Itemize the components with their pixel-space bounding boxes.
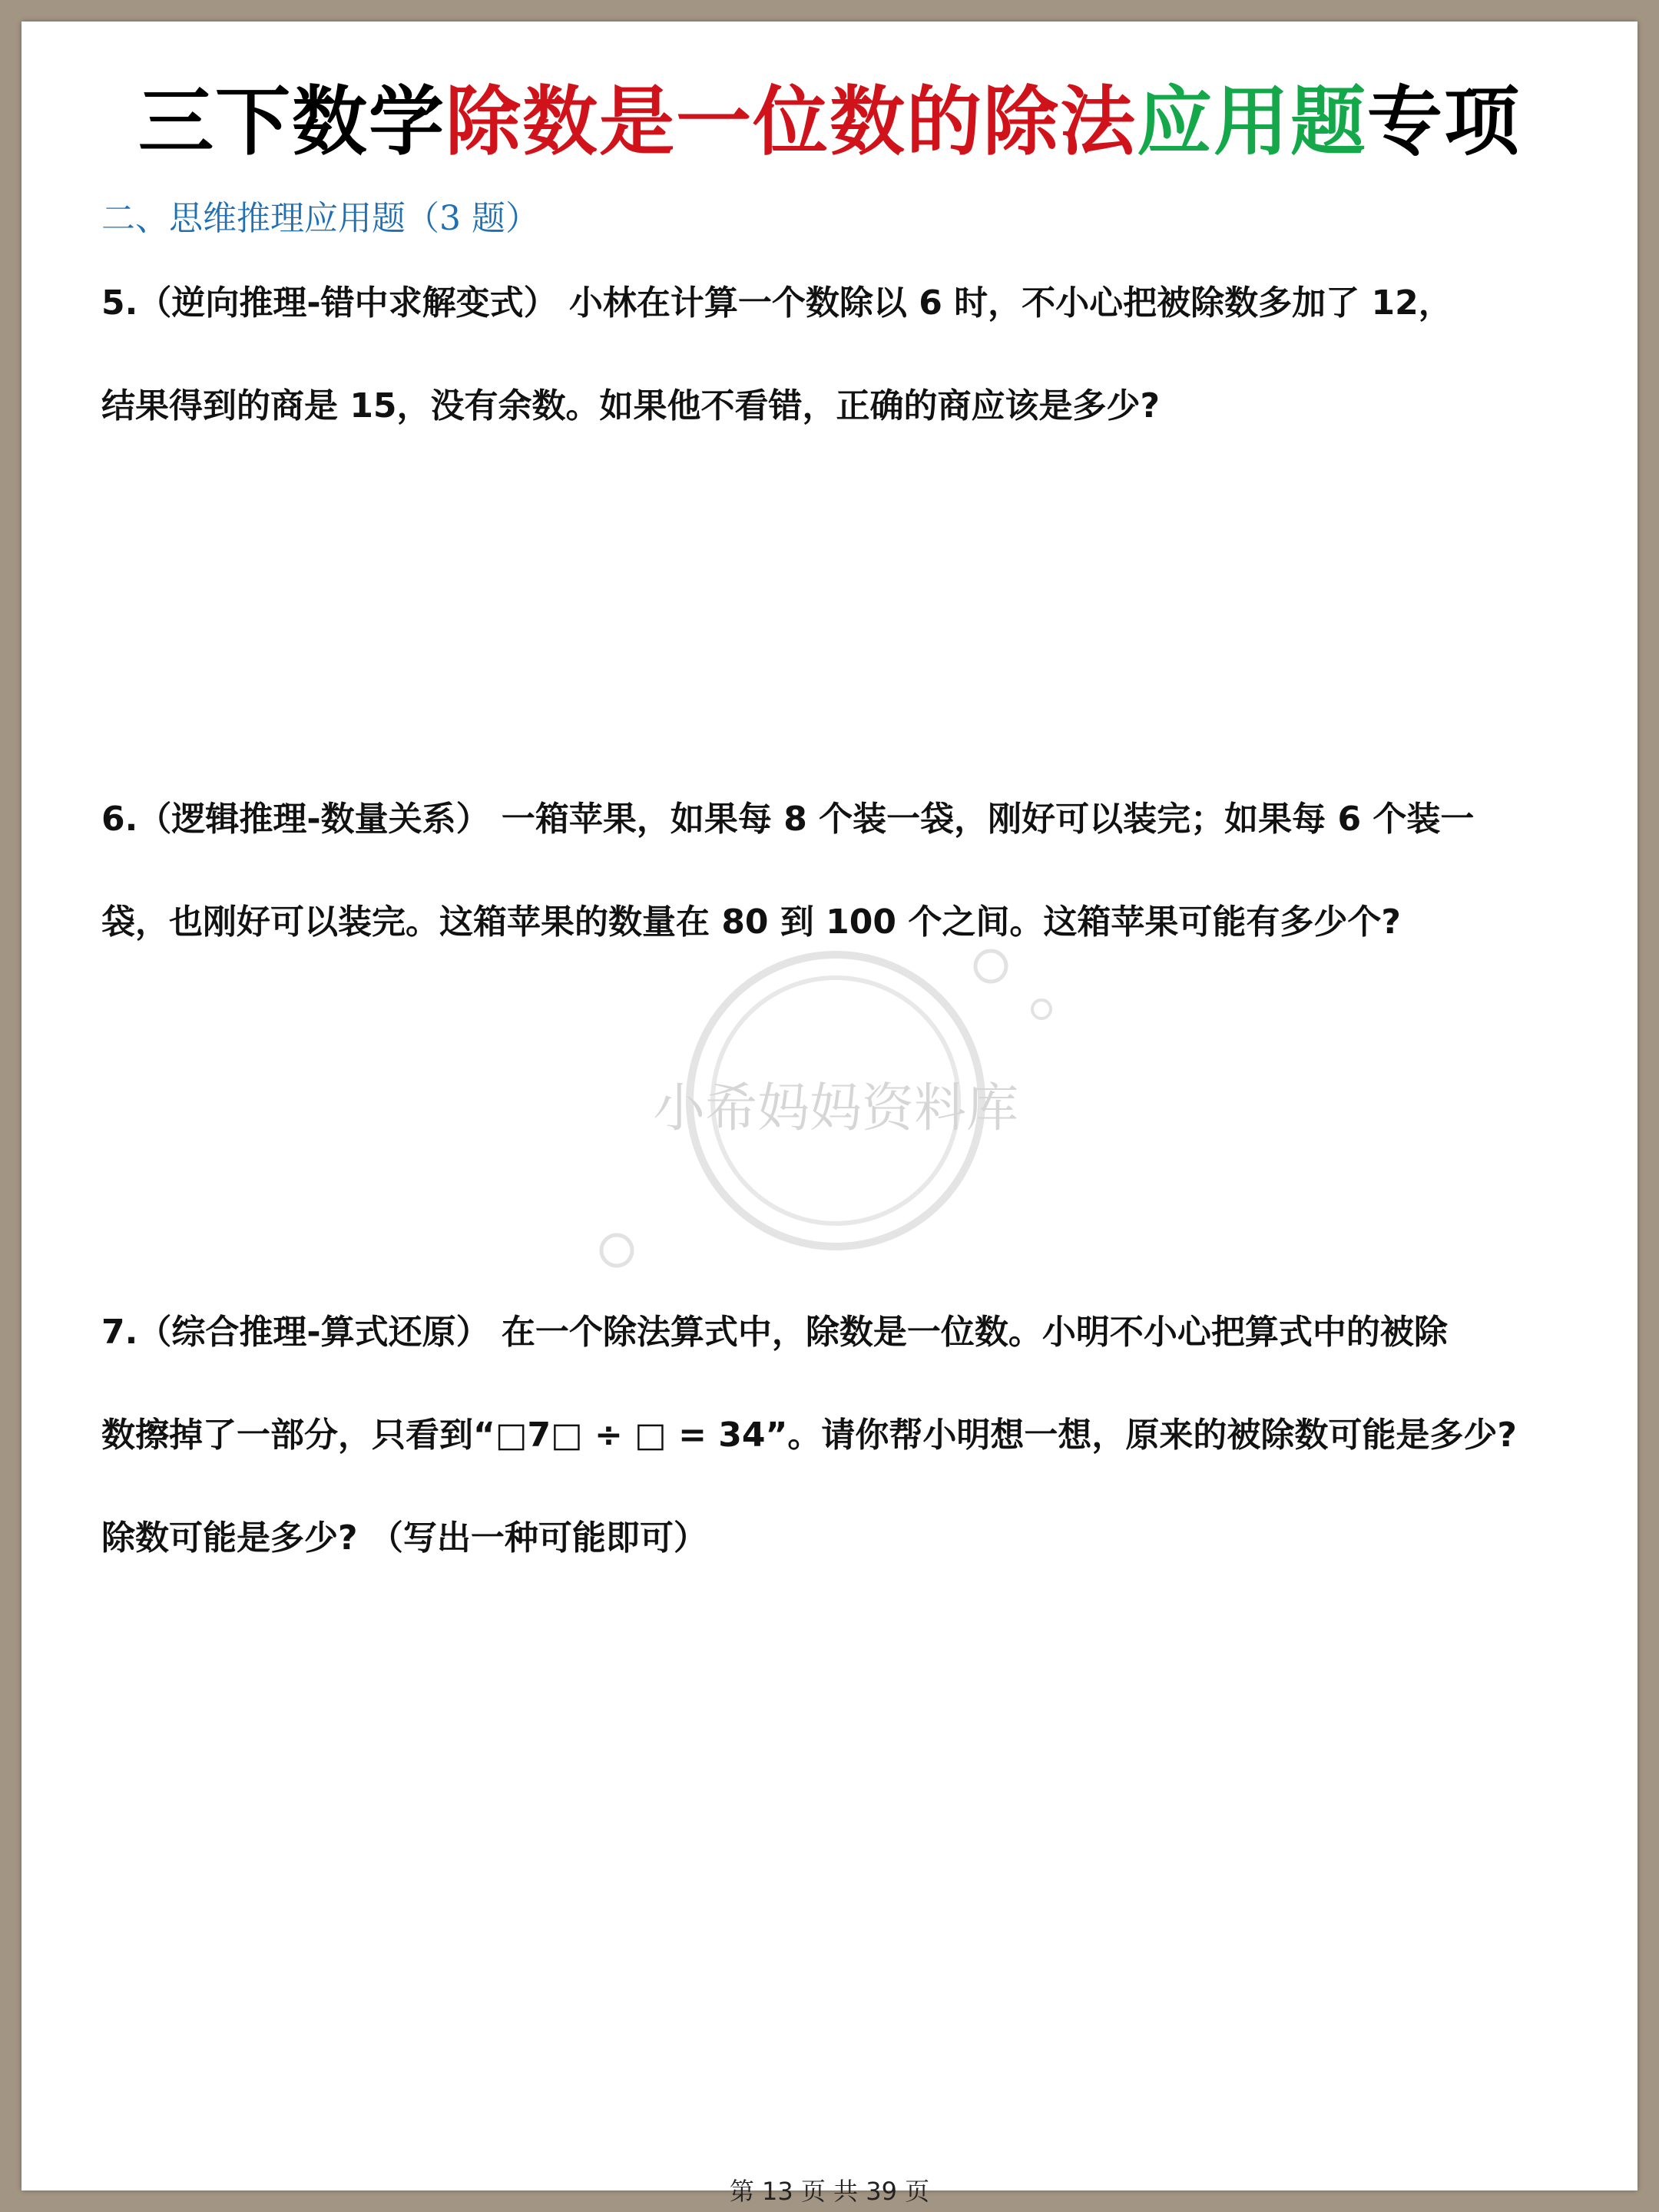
- watermark-logo: [644, 943, 1074, 1296]
- watermark-bubble-left: [601, 1235, 632, 1266]
- question-5: [101, 252, 1584, 458]
- page-title: [22, 61, 1637, 170]
- watermark-text: 小希妈妈资料库: [652, 1078, 1019, 1139]
- title-part-3: 应用题: [1137, 78, 1368, 166]
- title-part-4: 专项: [1367, 78, 1522, 166]
- title-part-2: 除数是一位数的除法: [445, 78, 1137, 166]
- question-7: [101, 1281, 1584, 1590]
- question-5-line-2: 结果得到的商是 15，没有余数。如果他不看错，正确的商应该是多少?: [101, 386, 1161, 426]
- title-part-1: 三下数学: [137, 78, 445, 166]
- question-6-line-1: 6.（逻辑推理-数量关系） 一箱苹果，如果每 8 个装一袋，刚好可以装完；如果每 6 个装一: [101, 800, 1475, 839]
- question-6-line-2: 袋，也刚好可以装完。这箱苹果的数量在 80 到 100 个之间。这箱苹果可能有多少个?: [101, 902, 1401, 942]
- document-page: [22, 22, 1637, 2206]
- section-heading: 二、思维推理应用题（3 题）: [101, 199, 539, 238]
- page-footer: 第 13 页 共 39 页: [729, 2177, 930, 2206]
- question-7-line-2: 数擦掉了一部分，只看到“□7□ ÷ □ = 34”。请你帮小明想一想，原来的被除数可能是多少?: [101, 1416, 1517, 1455]
- watermark-bubble-small: [1032, 1000, 1051, 1018]
- question-7-line-3: 除数可能是多少? （写出一种可能即可）: [101, 1518, 707, 1558]
- question-7-line-1: 7.（综合推理-算式还原） 在一个除法算式中，除数是一位数。小明不小心把算式中的被除: [101, 1313, 1448, 1352]
- question-5-line-1: 5.（逆向推理-错中求解变式） 小林在计算一个数除以 6 时，不小心把被除数多加了 12，: [101, 283, 1452, 323]
- watermark-bubble-large: [975, 951, 1006, 982]
